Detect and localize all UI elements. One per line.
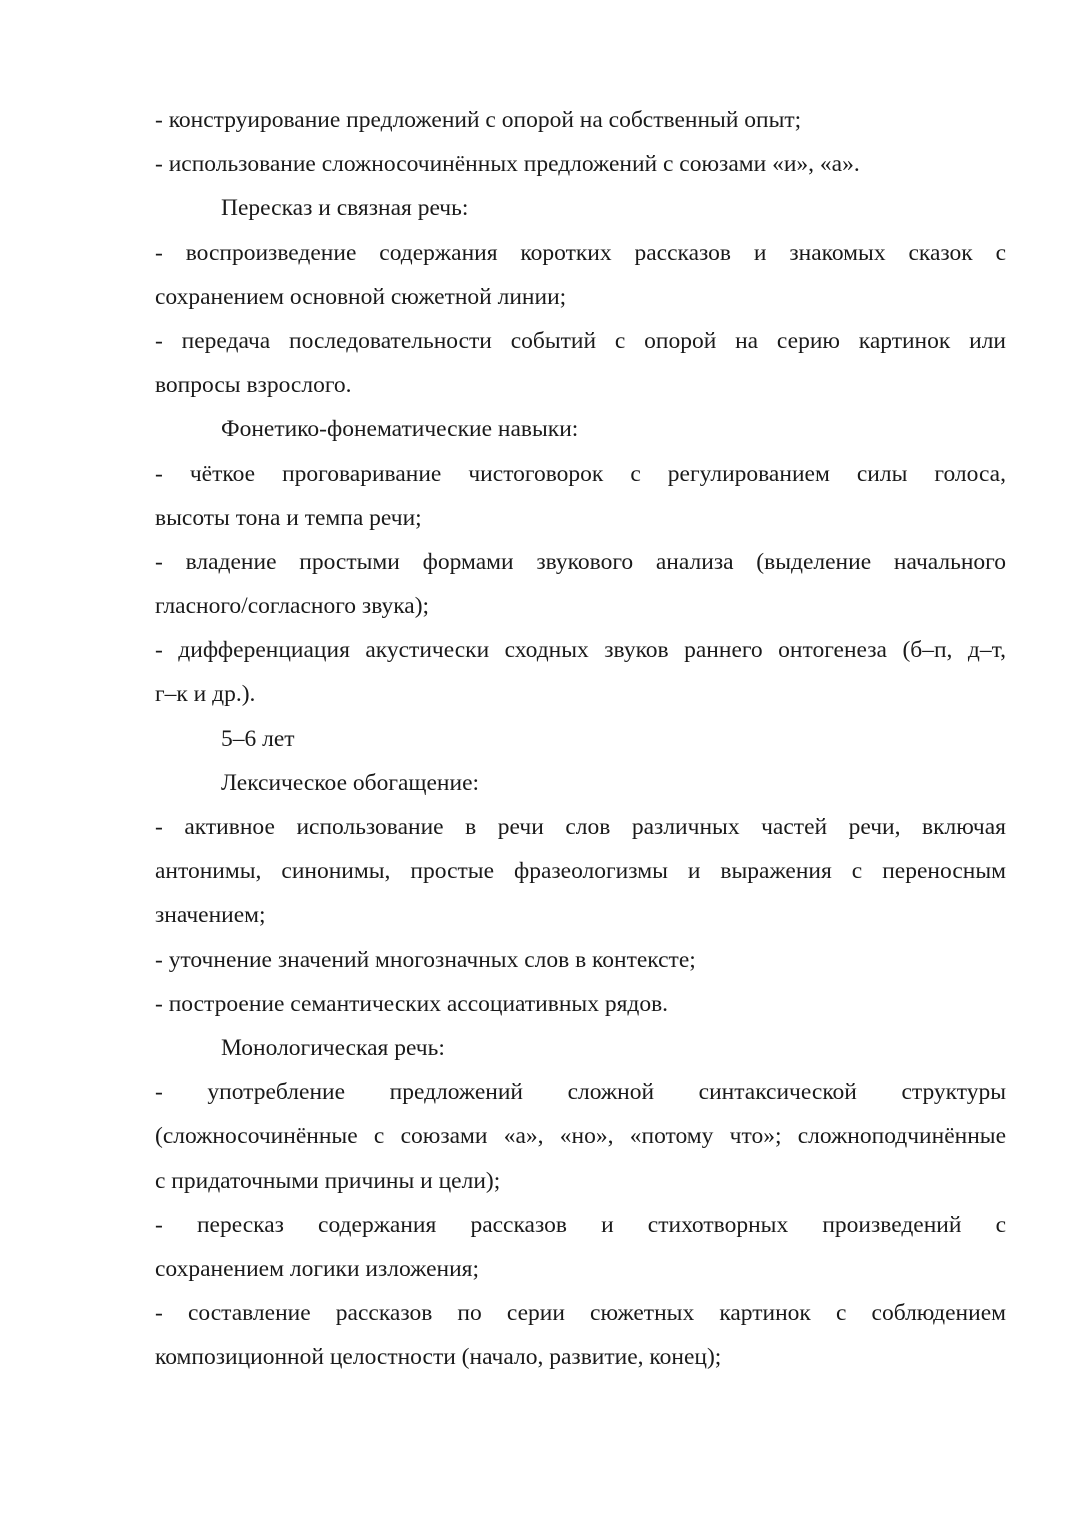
text-line: сохранением основной сюжетной линии; — [155, 283, 567, 310]
age-heading: 5–6 лет — [221, 725, 295, 752]
text-line: - использование сложносочинённых предложений с союзами «и», «а». — [155, 151, 860, 178]
text-line: - уточнение значений многозначных слов в контексте; — [155, 946, 696, 973]
document-page — [155, 98, 1006, 1379]
text-line: гласного/согласного звука); — [155, 593, 430, 620]
text-line: - активное использование в речи слов различных частей речи, включая — [155, 814, 1006, 840]
text-line: (сложносочинённые с союзами «а», «но», «потому что»; сложноподчинённые — [155, 1123, 1006, 1150]
section-heading: Лексическое обогащение: — [221, 769, 480, 796]
text-line: - передача последовательности событий с опорой на серию картинок или — [155, 327, 1006, 354]
text-line: - построение семантических ассоциативных рядов. — [155, 990, 669, 1017]
section-heading: Пересказ и связная речь: — [221, 195, 469, 222]
text-line: сохранением логики изложения; — [155, 1255, 480, 1282]
section-heading: Монологическая речь: — [221, 1034, 445, 1061]
text-line: - пересказ содержания рассказов и стихотворных произведений с — [155, 1211, 1006, 1238]
text-line: композиционной целостности (начало, развитие, конец); — [155, 1344, 722, 1371]
section-heading: Фонетико-фонематические навыки: — [221, 416, 579, 443]
text-line: антонимы, синонимы, простые фразеологизмы и выражения с переносным — [155, 858, 1006, 885]
text-line: - владение простыми формами звукового анализа (выделение начального — [155, 548, 1006, 575]
text-line: вопросы взрослого. — [155, 372, 352, 399]
text-line: значением; — [155, 902, 266, 929]
text-line: - воспроизведение содержания коротких рассказов и знакомых сказок с — [155, 239, 1006, 266]
text-line: - дифференциация акустически сходных звуков раннего онтогенеза (б–п, д–т, — [155, 637, 1006, 664]
text-line: г–к и др.). — [155, 681, 256, 708]
text-line: - употребление предложений сложной синтаксической структуры — [155, 1079, 1006, 1106]
text-line: - чёткое проговаривание чистоговорок с регулированием силы голоса, — [155, 460, 1006, 487]
text-line: высоты тона и темпа речи; — [155, 504, 422, 531]
text-line: - составление рассказов по серии сюжетных картинок с соблюдением — [155, 1300, 1006, 1327]
text-line: - конструирование предложений с опорой на собственный опыт; — [155, 107, 802, 133]
text-line: с придаточными причины и цели); — [155, 1167, 501, 1194]
